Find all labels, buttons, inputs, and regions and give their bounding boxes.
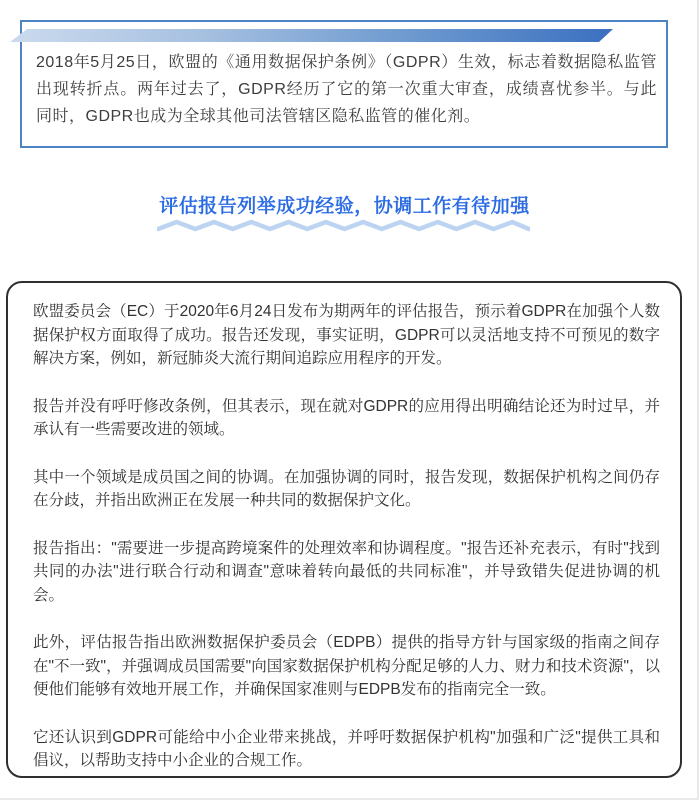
article-card (6, 281, 682, 778)
intro-paragraph: 2018年5月25日，欧盟的《通用数据保护条例》（GDPR）生效，标志着数据隐私监管出现转折点。两年过去了，GDPR经历了它的第一次重大审查，成绩喜忧参半。与此同时，GDPR也成为全球其他司法管辖区隐私监管的催化剂。 (36, 54, 657, 125)
article-paragraph: 此外，评估报告指出欧洲数据保护委员会（EDPB）提供的指导方针与国家级的指南之间存在"不一致"，并强调成员国需要"向国家数据保护机构分配足够的人力、财力和技术资源"，以便他们能够有效地开展工作，并确保国家准则与EDPB发布的指南完全一致。 (33, 634, 660, 698)
article-paragraph: 欧盟委员会（EC）于2020年6月24日发布为期两年的评估报告，预示着GDPR在加强个人数据保护权方面取得了成功。报告还发现，事实证明，GDPR可以灵活地支持不可预见的数字解决方案，例如，新冠肺炎大流行期间追踪应用程序的开发。 (33, 303, 660, 367)
article-paragraph: 报告并没有呼吁修改条例，但其表示，现在就对GDPR的应用得出明确结论还为时过早，并承认有一些需要改进的领域。 (33, 397, 660, 438)
section-heading: 评估报告列举成功经验，协调工作有待加强 (159, 196, 530, 217)
article-body (33, 300, 660, 773)
article-paragraph: 报告指出："需要进一步提高跨境案件的处理效率和协调程度。"报告还补充表示，有时"找到共同的办法"进行联合行动和调查"意味着转向最低的共同标准"，并导致错失促进协调的机会。 (33, 539, 660, 604)
zigzag-underline-decoration (157, 219, 530, 232)
article-paragraph: 其中一个领域是成员国之间的协调。在加强协调的同时，报告发现，数据保护机构之间仍存在分歧，并指出欧洲正在发展一种共同的数据保护文化。 (33, 468, 660, 509)
ribbon-banner-decoration (10, 29, 613, 42)
article-paragraph: 它还认识到GDPR可能给中小企业带来挑战，并呼吁数据保护机构"加强和广泛"提供工具和倡议，以帮助支持中小企业的合规工作。 (33, 728, 660, 769)
intro-card (20, 20, 668, 148)
